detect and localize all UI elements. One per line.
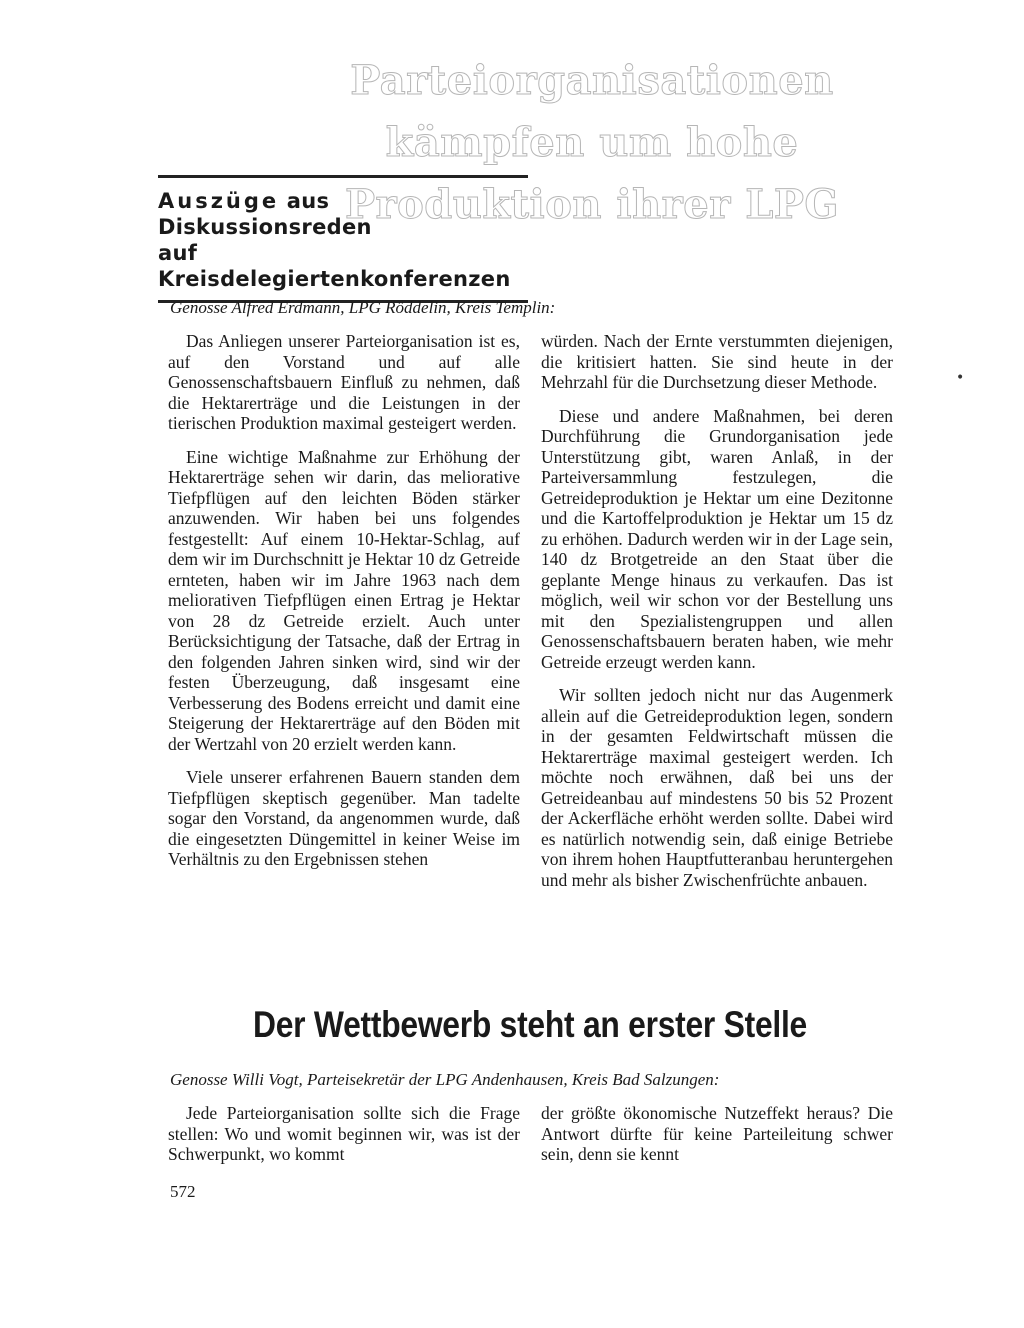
speaker-erdmann: Genosse Alfred Erdmann, LPG Röddelin, Kreis Templin: — [170, 298, 556, 317]
kicker-line2: auf Kreisdelegiertenkonferenzen — [158, 241, 511, 291]
paragraph: Diese und andere Maßnahmen, bei deren Durchführung die Grundorganisation jede Unterstützung gibt, waren Anlaß, in der Parteiversammlung festzulegen, die Getreideproduktion je Hektar um eine Dezitonne und die Kartoffelproduktion je Hektar um 15 dz zu erhöhen. Dadurch werden wir in der Lage sein, 140 dz Brotgetreide an den Staat über die geplante Menge hinaus zu verkaufen. Das ist möglich, weil wir schon vor der Bestellung uns mit den Spezialistengruppen und allen Genossenschaftsbauern beraten haben, wie mehr Getreide erzeugt werden kann. — [541, 405, 893, 672]
kicker-box — [158, 175, 528, 303]
paragraph: Das Anliegen unserer Parteiorganisation ist es, auf den Vorstand und auf alle Genossenschaftsbauern Einfluß zu nehmen, daß die Hektarerträge und die Leistungen in der tierischen Produktion maximal gesteigert werden. — [168, 331, 520, 433]
page-number: 572 — [170, 1182, 196, 1201]
article2-right-column — [541, 1103, 893, 1165]
kicker-text — [158, 178, 528, 300]
kicker-line1-rest: aus Diskussionsreden — [158, 189, 372, 239]
article2-headline: Der Wettbewerb steht an erster Stelle — [253, 1004, 807, 1045]
paragraph: würden. Nach der Ernte verstummten diejenigen, die kritisiert hatten. Sie sind heute in der Mehrzahl für die Durchsetzung dieser Methode. — [541, 331, 893, 392]
paragraph: Viele unserer erfahrenen Bauern standen dem Tiefpflügen skeptisch gegenüber. Man tadelte sogar den Vorstand, da angenommen wurde, daß die eingesetzten Düngemittel in keiner Weise im Verhältnis zu den Ergebnissen stehen — [168, 767, 520, 869]
article1-left-column — [168, 331, 520, 870]
article-title: Parteiorganisationen kämpfen um hohe Produktion ihrer LPG — [344, 57, 840, 228]
article2-left-column — [168, 1103, 520, 1165]
paragraph: Jede Parteiorganisation sollte sich die Frage stellen: Wo und womit beginnen wir, was ist der Schwerpunkt, wo kommt — [168, 1103, 520, 1164]
paragraph: Wir sollten jedoch nicht nur das Augenmerk allein auf die Getreideproduktion legen, sondern in der gesamten Feldwirtschaft müssen die Hektarerträge maximal gesteigert werden. Ich möchte noch erwähnen, daß bei uns der Getreideanbau auf mindestens 50 bis 52 Prozent der Ackerfläche erhöht werden sollte. Dabei wird es natürlich notwendig sein, daß einige Betriebe von ihrem hohen Hauptfutteranbau heruntergehen und mehr als bisher Zwischenfrüchte anbauen. — [541, 685, 893, 890]
paragraph: Eine wichtige Maßnahme zur Erhöhung der Hektarerträge sehen wir darin, das meliorative Tiefpflügen auf den leichten Böden stärker anzuwenden. Wir haben bei uns folgendes festgestellt: Auf einem 10-Hektar-Schlag, auf dem wir im Durchschnitt je Hektar 10 dz Getreide ernteten, haben wir im Jahre 1963 nach dem meliorativen Tiefpflügen einen Ertrag je Hektar von 28 dz Getreide erzielt. Auch unter Berücksichtigung der Tatsache, daß der Ertrag in den folgenden Jahren sinken wird, sind wir der festen Überzeugung, daß insgesamt eine Verbesserung des Bodens erreicht und damit eine Steigerung der Hektarerträge auf den Böden mit der Wertzahl von 20 erzielt werden kann. — [168, 446, 520, 754]
article1-right-column — [541, 331, 893, 890]
kicker-spaced-word: Auszüge — [158, 189, 280, 213]
print-speck: • — [956, 370, 965, 386]
paragraph: der größte ökonomische Nutzeffekt heraus? Die Antwort dürfte für keine Parteileitung schwer sein, denn sie kennt — [541, 1103, 893, 1164]
speaker-vogt: Genosse Willi Vogt, Parteisekretär der LPG Andenhausen, Kreis Bad Salzungen: — [170, 1070, 720, 1089]
